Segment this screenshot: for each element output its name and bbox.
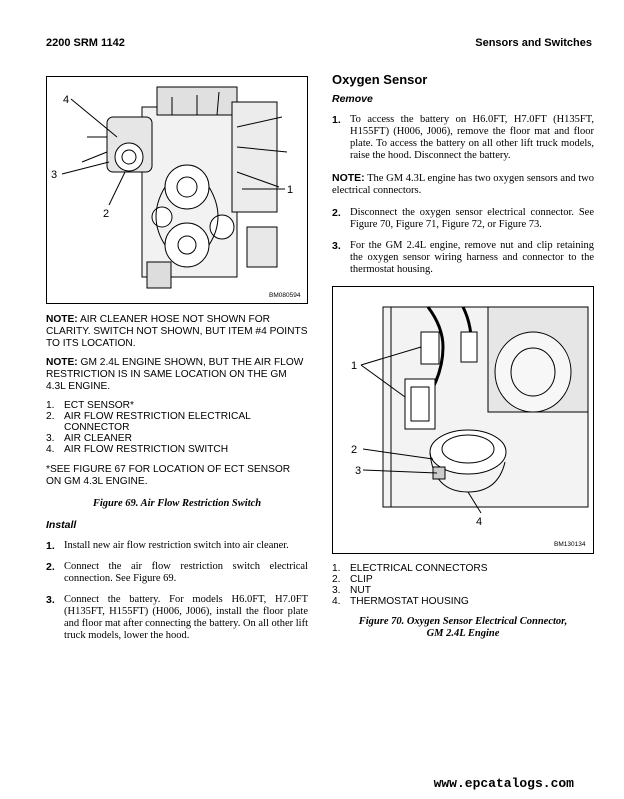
legend-item: 2. CLIP	[332, 574, 373, 585]
figure-69-caption: Figure 69. Air Flow Restriction Switch	[92, 498, 262, 509]
figure-69-illustration	[46, 76, 308, 304]
right-column	[332, 72, 594, 640]
remove-step: 1. To access the battery on H6.0FT, H7.0FT (H135FT, H155FT) (H006, J006), remove the floor mat and floor plate. To access the battery on all other lift truck models, raise the hood. Disconnect the battery.	[332, 114, 594, 161]
fig69-note-2: NOTE: GM 2.4L ENGINE SHOWN, BUT THE AIR FLOW RESTRICTION IS IN SAME LOCATION ON THE GM 4.3L ENGINE.	[46, 357, 304, 392]
install-step: 2. Connect the air flow restriction switch electrical connection. See Figure 69.	[46, 561, 308, 584]
fig70-callout-2: 2	[351, 444, 358, 456]
engine-drawing	[47, 77, 307, 303]
left-column	[46, 76, 308, 642]
fig70-legend	[332, 563, 594, 607]
header-section-title: Sensors and Switches	[475, 37, 592, 49]
legend-item: 1. ELECTRICAL CONNECTORS	[332, 563, 488, 574]
fig69-callout-3: 3	[51, 169, 58, 181]
fig69-callout-2: 2	[103, 208, 110, 220]
legend-item: 4. AIR FLOW RESTRICTION SWITCH	[46, 444, 229, 455]
legend-item: 3. NUT	[332, 585, 371, 596]
watermark: www.epcatalogs.com	[433, 776, 574, 791]
fig69-legend	[46, 400, 308, 455]
remove-steps-2	[332, 207, 594, 276]
oxygen-sensor-heading: Oxygen Sensor	[332, 72, 428, 87]
remove-step: 3. For the GM 2.4L engine, remove nut and clip retaining the oxygen sensor wiring harness and connector to the thermostat housing.	[332, 240, 594, 275]
fig69-footnote: *SEE FIGURE 67 FOR LOCATION OF ECT SENSOR ON GM 4.3L ENGINE.	[46, 464, 291, 487]
install-steps	[46, 540, 308, 642]
header-doc-id: 2200 SRM 1142	[46, 37, 125, 49]
install-step: 3. Connect the battery. For models H6.0FT, H7.0FT (H135FT, H155FT) (H006, J006), install the floor plate and floor mat after connecting the battery. On all other lift truck models, lower the hood.	[46, 594, 308, 641]
fig69-image-code: BM080594	[269, 292, 301, 299]
install-step: 1. Install new air flow restriction switch into air cleaner.	[46, 540, 289, 552]
legend-item: 3. AIR CLEANER	[46, 433, 132, 444]
legend-item: 1. ECT SENSOR*	[46, 400, 135, 411]
fig69-note-1: NOTE: AIR CLEANER HOSE NOT SHOWN FOR CLARITY. SWITCH NOT SHOWN, BUT ITEM #4 POINTS TO ITS LOCATION.	[46, 314, 308, 349]
fig70-callout-4: 4	[476, 516, 483, 528]
remove-step: 2. Disconnect the oxygen sensor electrical connector. See Figure 70, Figure 71, Figure 72, or Figure 73.	[332, 207, 594, 230]
install-heading: Install	[46, 519, 77, 531]
legend-item: 2. AIR FLOW RESTRICTION ELECTRICAL CONNECTOR	[46, 411, 251, 433]
fig70-image-code: BM130134	[554, 541, 586, 548]
oxygen-sensor-note: NOTE: The GM 4.3L engine has two oxygen sensors and two electrical connectors.	[332, 172, 594, 196]
legend-item: 4. THERMOSTAT HOUSING	[332, 596, 469, 607]
fig69-callout-4: 4	[63, 94, 70, 106]
figure-70-caption: Figure 70. Oxygen Sensor Electrical Connector, GM 2.4L Engine	[358, 616, 568, 639]
fig70-callout-1: 1	[351, 360, 358, 372]
remove-heading: Remove	[332, 93, 373, 105]
figure-70-illustration	[332, 286, 594, 554]
remove-steps-1	[332, 114, 594, 162]
fig69-callout-1: 1	[287, 184, 294, 196]
fig70-callout-3: 3	[355, 465, 362, 477]
connector-drawing	[333, 287, 593, 553]
